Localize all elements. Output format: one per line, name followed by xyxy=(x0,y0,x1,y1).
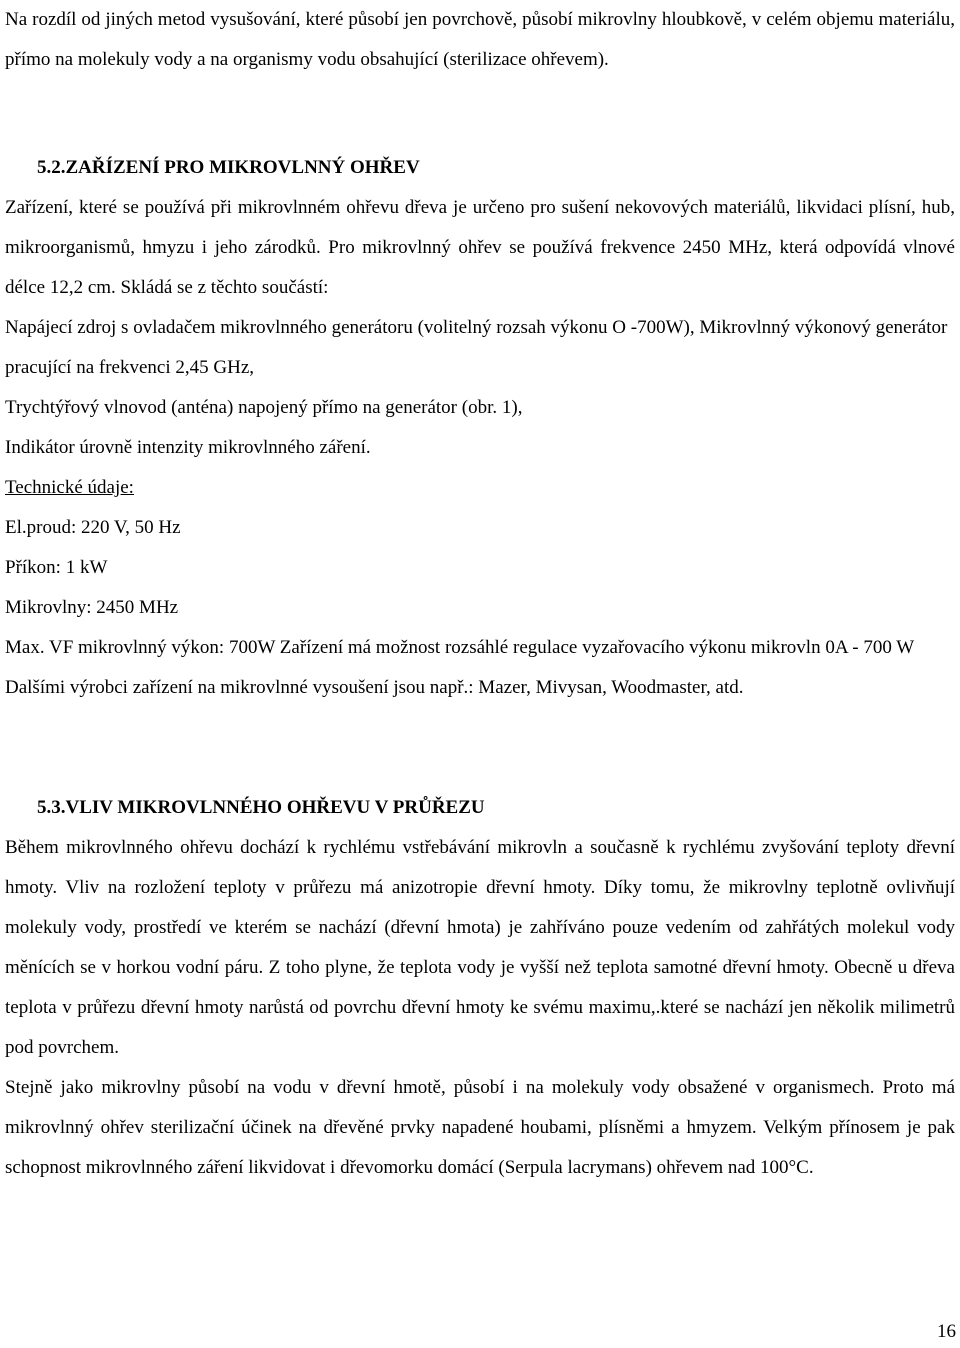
section-title: ZAŘÍZENÍ PRO MIKROVLNNÝ OHŘEV xyxy=(65,157,420,178)
manufacturers-paragraph: Dalšími výrobci zařízení na mikrovlnné vysoušení jsou např.: Mazer, Mivysan, Woodmaster, atd. xyxy=(5,677,744,698)
tech-input: Příkon: 1 kW xyxy=(5,557,108,578)
intro-paragraph: Na rozdíl od jiných metod vysušování, které působí jen povrchově, působí mikrovlny hloubkově, v celém objemu materiálu, přímo na molekuly vody a na organismy vodu obsahující (sterilizace ohřevem). xyxy=(5,9,955,70)
section-number: 5.3. xyxy=(37,797,66,818)
tech-max-power: Max. VF mikrovlnný výkon: 700W Zařízení má možnost rozsáhlé regulace vyzařovacího výkonu mikrovln 0A - 700 W xyxy=(5,637,915,658)
component-indicator: Indikátor úrovně intenzity mikrovlnného záření. xyxy=(5,437,371,458)
component-waveguide: Trychtýřový vlnovod (anténa) napojený přímo na generátor (obr. 1), xyxy=(5,397,523,418)
tech-heading: Technické údaje: xyxy=(5,477,134,498)
tech-power: El.proud: 220 V, 50 Hz xyxy=(5,517,181,538)
section-5-2-paragraph: Zařízení, které se používá při mikrovlnném ohřevu dřeva je určeno pro sušení nekovových materiálů, likvidaci plísní, hub, mikroorganismů, hmyzu i jeho zárodků. Pro mikrovlnný ohřev se používá frekvence 2450 MHz, která odpovídá vlnové délce 12,2 cm. Skládá se z těchto součástí: xyxy=(5,197,955,298)
page-number: 16 xyxy=(937,1321,956,1342)
section-number: 5.2. xyxy=(37,157,66,178)
component-supply: Napájecí zdroj s ovladačem mikrovlnného generátoru (volitelný rozsah výkonu O -700W), Mikrovlnný výkonový generátor pracující na frekvenci 2,45 GHz, xyxy=(5,317,948,378)
document-page xyxy=(5,0,955,1188)
section-title: VLIV MIKROVLNNÉHO OHŘEVU V PRŮŘEZU xyxy=(65,797,485,818)
section-heading-5-3 xyxy=(5,788,955,828)
section-heading-5-2 xyxy=(5,148,955,188)
section-5-3-paragraph-2: Stejně jako mikrovlny působí na vodu v dřevní hmotě, působí i na molekuly vody obsažené v organismech. Proto má mikrovlnný ohřev sterilizační účinek na dřevěné prvky napadené houbami, plísněmi a hmyzem. Velkým přínosem je pak schopnost mikrovlnného záření likvidovat i dřevomorku domácí (Serpula lacrymans) ohřevem nad 100°C. xyxy=(5,1077,955,1178)
section-5-3-paragraph-1: Během mikrovlnného ohřevu dochází k rychlému vstřebávání mikrovln a současně k rychlému zvyšování teploty dřevní hmoty. Vliv na rozložení teploty v průřezu má anizotropie dřevní hmoty. Díky tomu, že mikrovlny teplotně ovlivňují molekuly vody, prostředí ve kterém se nachází (dřevní hmota) je zahříváno pouze vedením od zahřátých molekul vody měnících se v horkou vodní páru. Z toho plyne, že teplota vody je vyšší než teplota samotné dřevní hmoty. Obecně u dřeva teplota v průřezu dřevní hmoty narůstá od povrchu dřevní hmoty ke svému maximu,.které se nachází jen několik milimetrů pod povrchem. xyxy=(5,837,955,1058)
tech-microwaves: Mikrovlny: 2450 MHz xyxy=(5,597,179,618)
